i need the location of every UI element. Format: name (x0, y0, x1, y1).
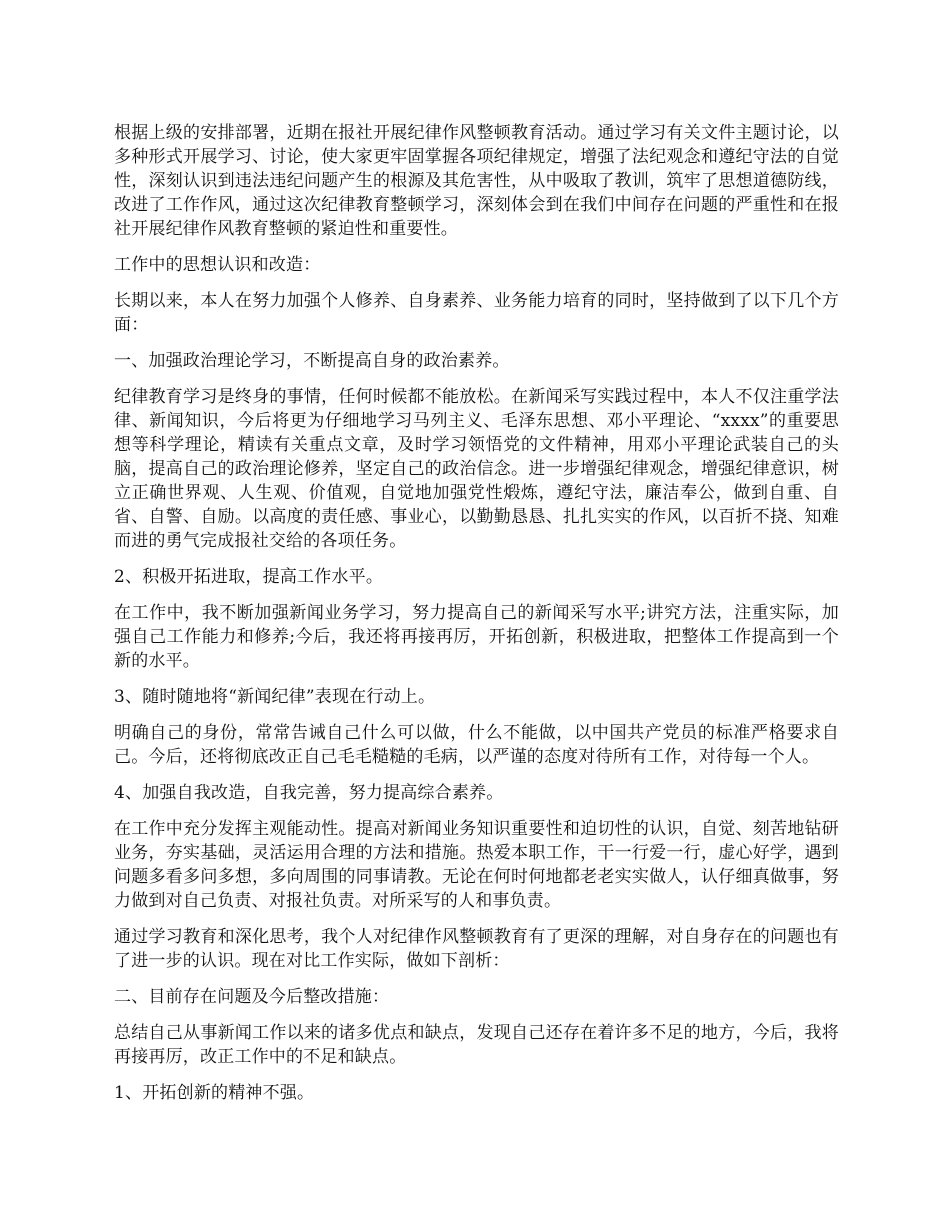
heading-item-4: 4、加强自我改造，自我完善，努力提高综合素养。 (114, 783, 504, 803)
heading-problem-1: 1、开拓创新的精神不强。 (114, 1083, 315, 1103)
paragraph-summary: 总结自己从事新闻工作以来的诸多优点和缺点，发现自己还存在着许多不足的地方，今后，我将再接再厉，改正工作中的不足和缺点。 (114, 1023, 839, 1067)
intro-paragraph: 根据上级的安排部署，近期在报社开展纪律作风整顿教育活动。通过学习有关文件主题讨论，以多种形式开展学习、讨论，使大家更牢固掌握各项纪律规定，增强了法纪观念和遵纪守法的自觉性，深刻认识到违法违纪问题产生的根源及其危害性，从中吸取了教训，筑牢了思想道德防线，改进了工作作风，通过这次纪律教育整顿学习，深刻体会到在我们中间存在问题的严重性和在报社开展纪律作风教育整顿的紧迫性和重要性。 (114, 123, 839, 239)
paragraph-reflection: 通过学习教育和深化思考，我个人对纪律作风整顿教育有了更深的理解，对自身存在的问题也有了进一步的认识。现在对比工作实际，做如下剖析： (114, 927, 839, 971)
heading-item-3: 3、随时随地将“新闻纪律”表现在行动上。 (114, 687, 436, 707)
heading-problems: 二、目前存在问题及今后整改措施： (114, 987, 390, 1007)
heading-political-study: 一、加强政治理论学习，不断提高自身的政治素养。 (114, 351, 510, 371)
heading-item-2: 2、积极开拓进取，提高工作水平。 (114, 567, 384, 587)
section-heading-thinking: 工作中的思想认识和改造： (114, 255, 321, 275)
paragraph-item-4: 在工作中充分发挥主观能动性。提高对新闻业务知识重要性和迫切性的认识，自觉、刻苦地钻研业务，夯实基础，灵活运用合理的方法和措施。热爱本职工作，干一行爱一行，虚心好学，遇到问题多看多问多想，多向周围的同事请教。无论在何时何地都老老实实做人，认仔细真做事，努力做到对自己负责、对报社负责。对所采写的人和事负责。 (114, 819, 839, 911)
paragraph-item-2: 在工作中，我不断加强新闻业务学习，努力提高自己的新闻采写水平;讲究方法，注重实际，加强自己工作能力和修养;今后，我还将再接再厉，开拓创新，积极进取，把整体工作提高到一个新的水平。 (114, 603, 839, 671)
paragraph-discipline-study: 纪律教育学习是终身的事情，任何时候都不能放松。在新闻采写实践过程中，本人不仅注重学法律、新闻知识，今后将更为仔细地学习马列主义、毛泽东思想、邓小平理论、“xxxx”的重要思想等科学理论，精读有关重点文章，及时学习领悟党的文件精神，用邓小平理论武装自己的头脑，提高自己的政治理论修养，坚定自己的政治信念。进一步增强纪律观念，增强纪律意识，树立正确世界观、人生观、价值观，自觉地加强党性煅炼，遵纪守法，廉洁奉公，做到自重、自省、自警、自励。以高度的责任感、事业心，以勤勤恳恳、扎扎实实的作风，以百折不挠、知难而进的勇气完成报社交给的各项任务。 (114, 387, 839, 551)
paragraph-long-term: 长期以来，本人在努力加强个人修养、自身素养、业务能力培育的同时，坚持做到了以下几个方面： (114, 291, 839, 335)
document-body (114, 121, 839, 1117)
paragraph-item-3: 明确自己的身份，常常告诫自己什么可以做，什么不能做，以中国共产党员的标准严格要求自己。今后，还将彻底改正自己毛毛糙糙的毛病，以严谨的态度对待所有工作，对待每一个人。 (114, 723, 839, 767)
